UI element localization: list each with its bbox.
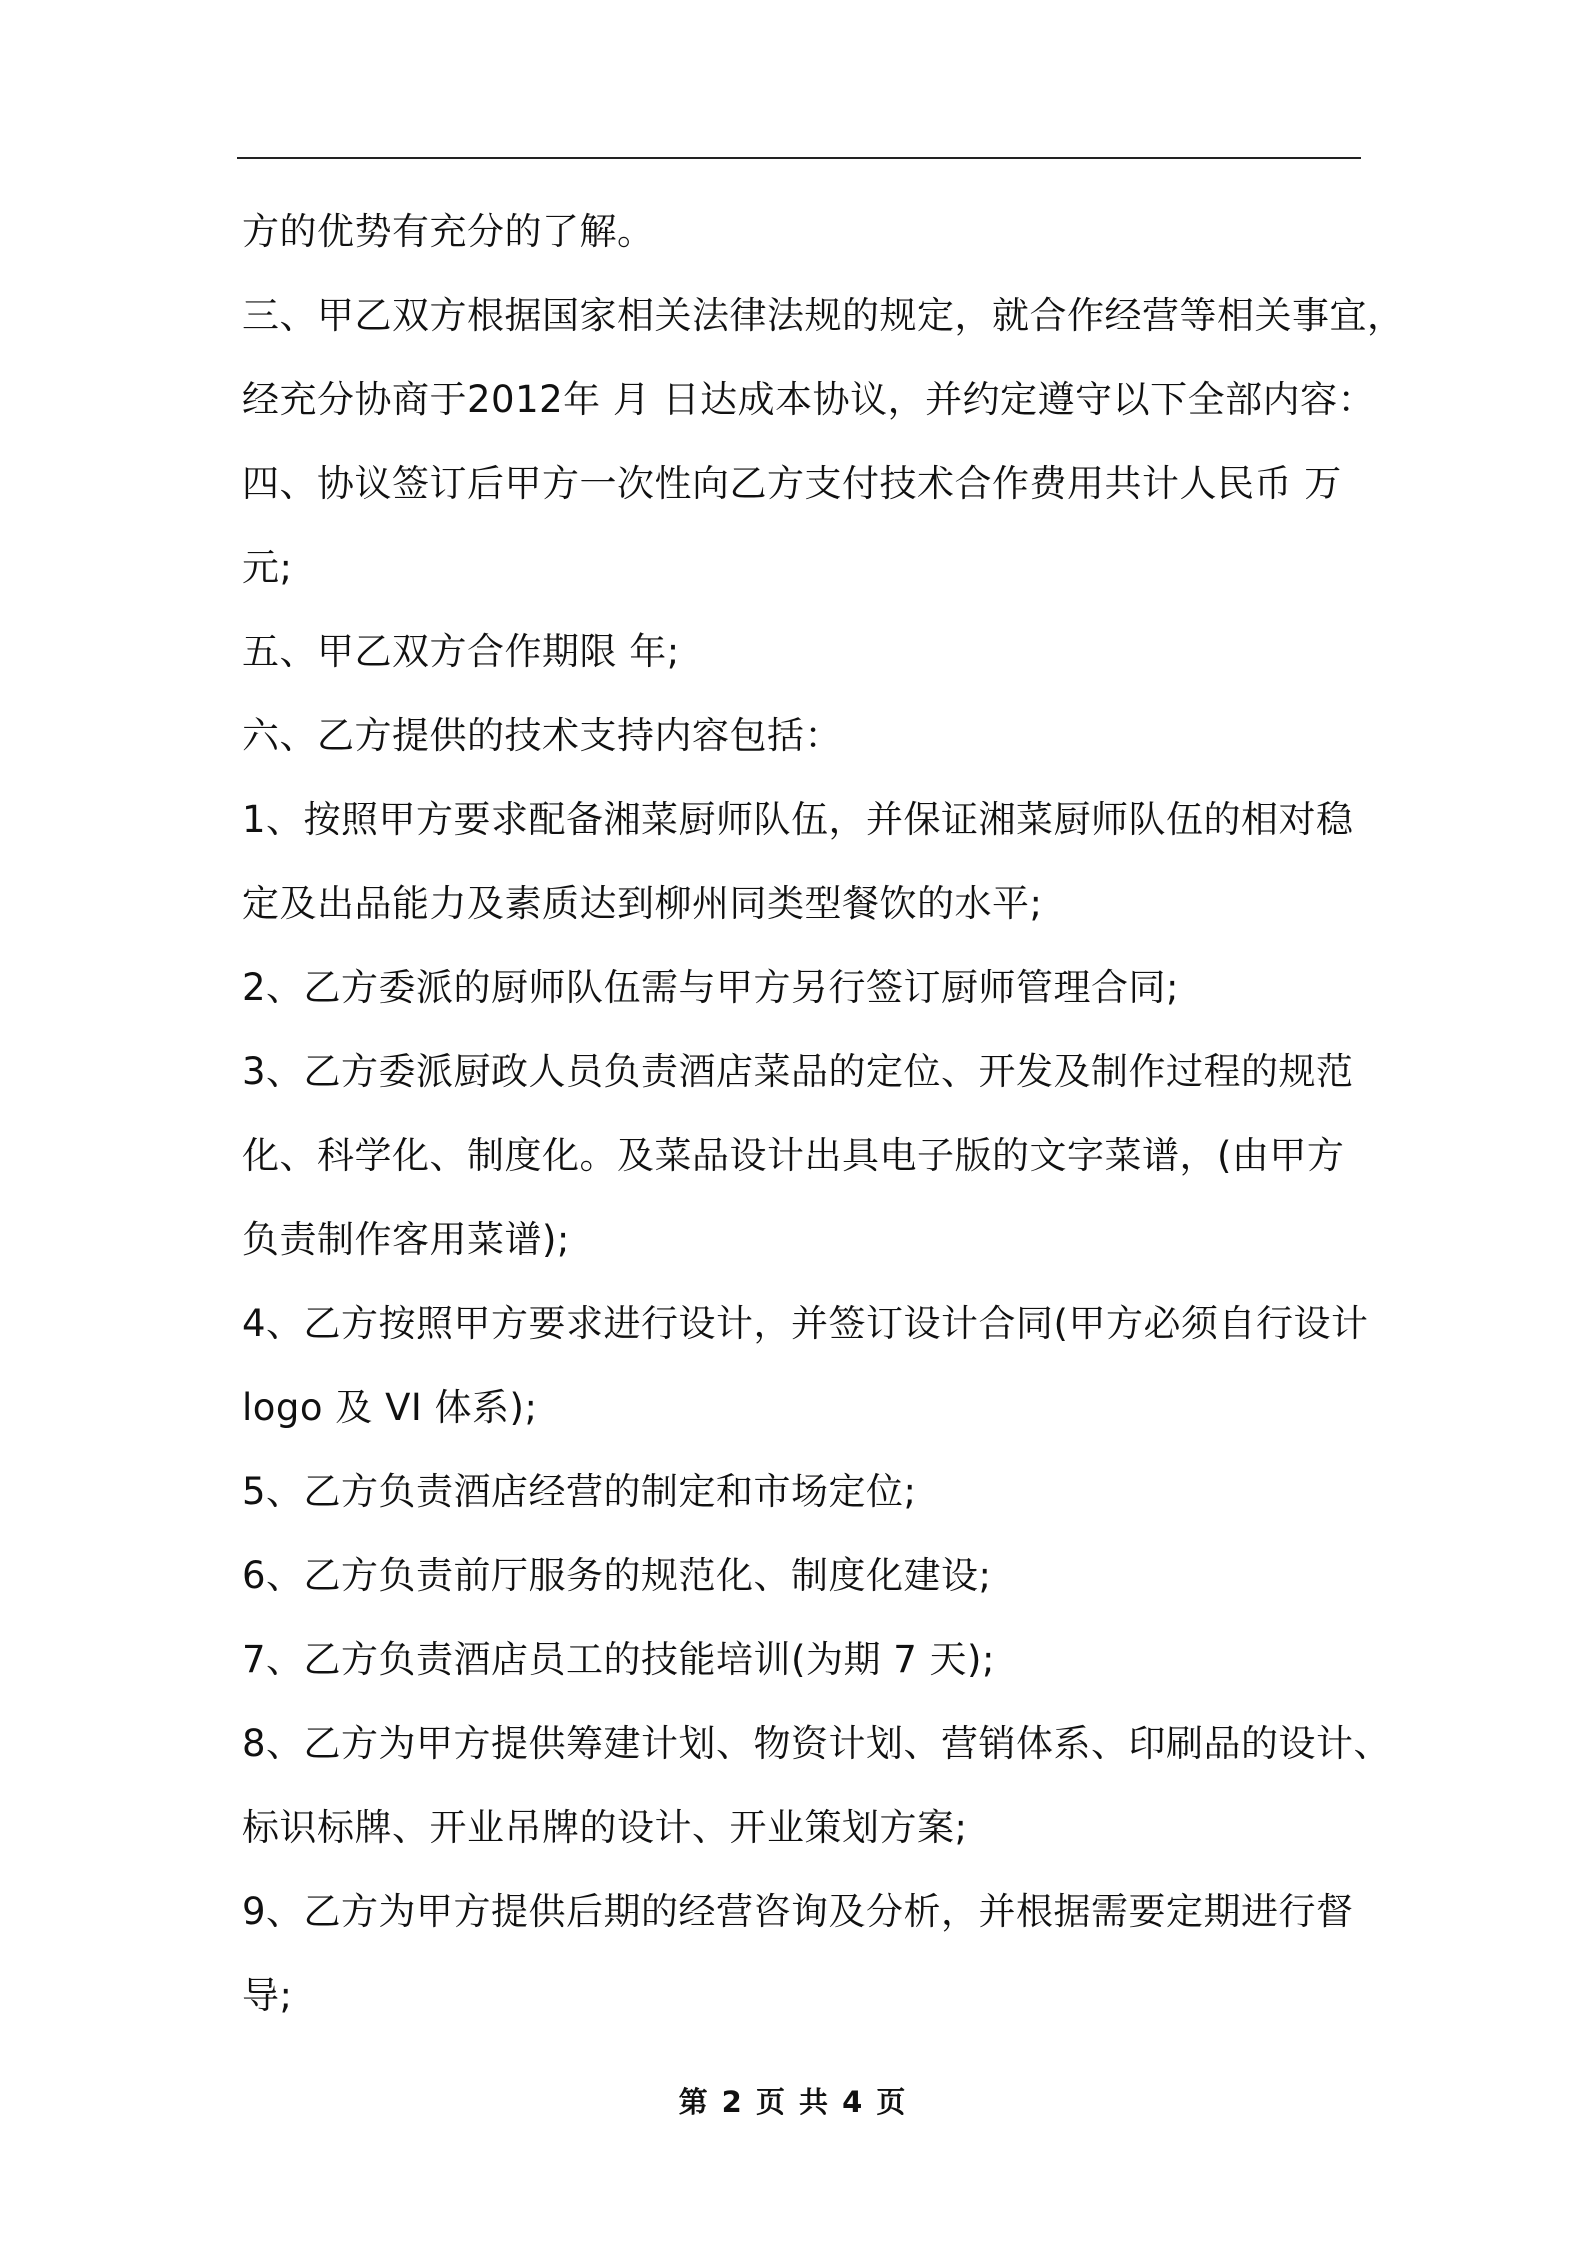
text-line: 8、乙方为甲方提供筹建计划、物资计划、营销体系、印刷品的设计、 [242,1722,1392,1765]
text-line: 方的优势有充分的了解。 [242,210,655,253]
text-line: logo 及 VI 体系); [242,1386,538,1429]
text-line: 经充分协商于2012年 月 日达成本协议，并约定遵守以下全部内容： [242,378,1376,421]
text-line: 负责制作客用菜谱); [242,1218,570,1261]
text-line: 4、乙方按照甲方要求进行设计，并签订设计合同(甲方必须自行设计 [242,1302,1369,1345]
text-line: 9、乙方为甲方提供后期的经营咨询及分析，并根据需要定期进行督 [242,1890,1354,1933]
text-line: 六、乙方提供的技术支持内容包括： [242,714,842,757]
text-line: 四、协议签订后甲方一次性向乙方支付技术合作费用共计人民币 万 [242,462,1342,505]
text-line: 7、乙方负责酒店员工的技能培训(为期 7 天); [242,1638,995,1681]
text-line: 3、乙方委派厨政人员负责酒店菜品的定位、开发及制作过程的规范 [242,1050,1354,1093]
text-line: 三、甲乙双方根据国家相关法律法规的规定，就合作经营等相关事宜， [242,294,1405,337]
text-line: 导; [242,1974,293,2017]
text-line: 定及出品能力及素质达到柳州同类型餐饮的水平; [242,882,1043,925]
text-line: 元; [242,546,293,589]
document-body [242,190,1405,2038]
text-line: 1、按照甲方要求配备湘菜厨师队伍，并保证湘菜厨师队伍的相对稳 [242,798,1354,841]
text-line: 2、乙方委派的厨师队伍需与甲方另行签订厨师管理合同; [242,966,1180,1009]
page-number: 第 2 页 共 4 页 [678,2085,908,2119]
text-line: 五、甲乙双方合作期限 年; [242,630,680,673]
text-line: 标识标牌、开业吊牌的设计、开业策划方案; [242,1806,968,1849]
header-divider [237,157,1361,159]
text-line: 5、乙方负责酒店经营的制定和市场定位; [242,1470,917,1513]
text-line: 化、科学化、制度化。及菜品设计出具电子版的文字菜谱，(由甲方 [242,1134,1345,1177]
text-line: 6、乙方负责前厅服务的规范化、制度化建设; [242,1554,992,1597]
